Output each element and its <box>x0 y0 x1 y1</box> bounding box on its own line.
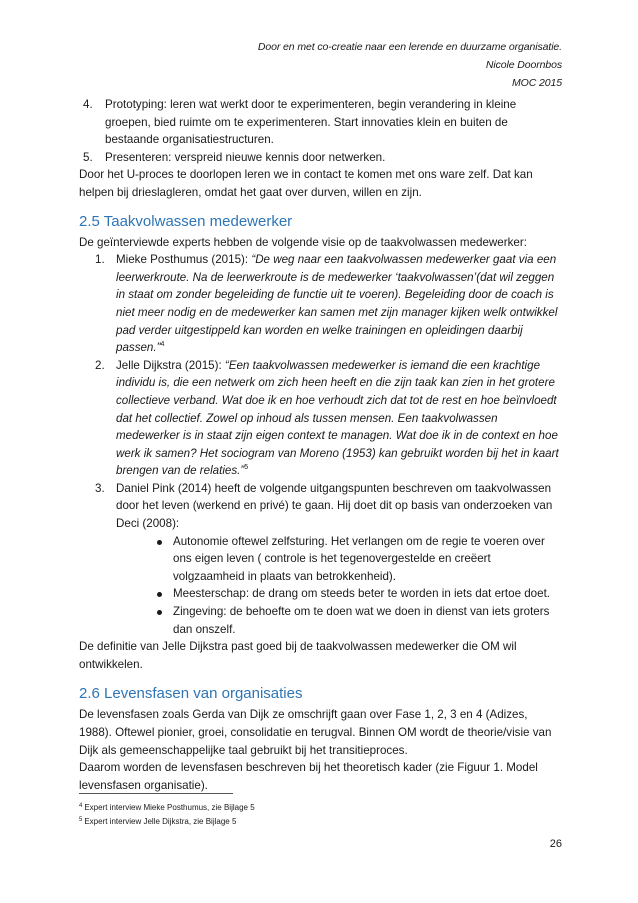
page-header <box>258 38 562 92</box>
list-item-text: Prototyping: leren wat werkt door te experimenteren, begin verandering in kleine groepen, bied ruimte om te experimenteren. Start innovaties klein en buiten de bestaande organisatiestructuren. <box>105 98 517 147</box>
bullet-icon <box>157 592 162 597</box>
pink-principles-list <box>79 533 563 639</box>
footnotes <box>79 800 255 828</box>
bullet-text: Zingeving: de behoefte om te doen wat we doen in dienst van iets groters dan onszelf. <box>173 605 550 636</box>
footnote-text: Expert interview Jelle Dijkstra, zie Bijlage 5 <box>84 817 237 826</box>
expert-quote: “De weg naar een taakvolwassen medewerker gaat via een leerwerkroute. Na de leerwerkroute is de medewerker ‘taakvolwassen’(dat wil zeggen in staat om zonder begeleiding de functie uit te voeren). Begeleiding door de coach is niet meer nodig en de medewerker kan samen met zijn manager kijken welk ontwikkel pad verder uitgestippeld kan worden en welke trainingen en opleidingen daarbij passen.” <box>116 253 558 355</box>
bullet-item <box>79 603 563 638</box>
footnote-divider <box>79 793 233 794</box>
header-author: Nicole Doornbos <box>485 59 562 71</box>
u-process-steps-list <box>79 96 563 166</box>
expert-quote: “Een taakvolwassen medewerker is iemand die een krachtige individu is, die een netwerk om zich heen heeft en die zijn taak kan zien in het grotere collectieve verband. Wat doe ik en hoe verhoudt zich dat tot de rest en hoe beïnvloedt dat het collectief. Zowel op inhoud als tussen mensen. Een taakvolwassen medewerker is in staat zijn eigen context te managen. Wat doe ik in de context en hoe werk ik samen? Het sociogram van Moreno (1953) kan gebruikt worden bij het in kaart brengen van de relaties.” <box>116 358 559 478</box>
list-item: 4. Prototyping: leren wat werkt door te experimenteren, begin verandering in kleine groepen, bied ruimte om te experimenteren. Start innovaties klein en buiten de bestaande organisatiestructuren. <box>83 98 517 147</box>
list-item: 2. Jelle Dijkstra (2015): “Een taakvolwassen medewerker is iemand die een krachtige individu is, die een netwerk om zich heen heeft en die zijn taak kan zien in het grotere collectieve verband. Wat doe ik en hoe verhoudt zich dat tot de rest en hoe beïnvloedt dat het collectief. Zowel op inhoud als tussen mensen. Een taakvolwassen medewerker is in staat zijn eigen context te managen. Wat doe ik in de context en hoe werk ik samen? Het sociogram van Moreno (1953) kan gebruikt worden bij het in kaart brengen van de relaties.”$^5$ <box>95 358 559 478</box>
section-heading-2-6: 2.6 Levensfasen van organisaties <box>79 685 303 703</box>
section-2-6-paragraph-2: Daarom worden de levensfasen beschreven bij het theoretisch kader (zie Figuur 1. Model levensfasen organisatie). <box>79 761 538 792</box>
page-body <box>79 96 563 794</box>
footnote-text: Expert interview Mieke Posthumus, zie Bijlage 5 <box>84 803 255 812</box>
bullet-icon <box>157 610 162 615</box>
expert-name: Jelle Dijkstra (2015): <box>116 358 225 372</box>
bullet-item <box>79 533 563 586</box>
header-title: Door en met co-creatie naar een lerende en duurzame organisatie. <box>257 41 562 53</box>
footnote-ref[interactable]: 5 <box>244 464 249 472</box>
u-process-paragraph: Door het U-proces te doorlopen leren we in contact te komen met ons ware zelf. Dat kan helpen bij drieslagleren, omdat het gaat over durven, willen en zijn. <box>79 168 533 199</box>
section-heading-2-5: 2.5 Taakvolwassen medewerker <box>79 212 293 230</box>
section-2-5-intro: De geïnterviewde experts hebben de volgende visie op de taakvolwassen medewerker: <box>79 235 527 249</box>
bullet-item <box>79 585 563 603</box>
section-2-5-closing: De definitie van Jelle Dijkstra past goed bij de taakvolwassen medewerker die OM wil ontwikkelen. <box>79 640 517 671</box>
expert-visions-list <box>79 251 563 533</box>
list-item: 1. Mieke Posthumus (2015): “De weg naar een taakvolwassen medewerker gaat via een leerwerkroute. Na de leerwerkroute is de medewerker ‘taakvolwassen’(dat wil zeggen in staat om zonder begeleiding de functie uit te voeren). Begeleiding door de coach is niet meer nodig en de medewerker kan samen met zijn manager kijken welk ontwikkel pad verder uitgestippeld kan worden en welke trainingen en opleidingen daarbij passen.”$^4$ <box>95 253 558 355</box>
header-course: MOC 2015 <box>512 77 562 89</box>
footnote-number: 4 <box>79 803 83 809</box>
list-item: 5. Presenteren: verspreid nieuwe kennis door netwerken. <box>83 150 386 164</box>
section-2-6-paragraph-1: De levensfasen zoals Gerda van Dijk ze omschrijft gaan over Fase 1, 2, 3 en 4 (Adizes, 1988). Oftewel pionier, groei, consolidatie en terugval. Binnen OM wordt de theorie/visie van Dijk als gemeenschappelijke taal gebruikt bij het transitieproces. <box>79 708 552 757</box>
footnote <box>79 800 255 814</box>
list-item: 3. Daniel Pink (2014) heeft de volgende uitgangspunten beschreven om taakvolwassen door het leven (werkend en privé) te gaan. Hij doet dit op basis van onderzoeken van Deci (2008): <box>95 481 553 531</box>
page-number: 26 <box>549 838 562 850</box>
footnote-number: 5 <box>79 817 83 823</box>
bullet-text: Autonomie oftewel zelfsturing. Het verlangen om de regie te voeren over ons eigen leven ( controle is het tegenovergestelde en creëert volgzaamheid in plaats van betrokkenheid). <box>173 534 545 583</box>
expert-name: Mieke Posthumus (2015): <box>116 253 252 267</box>
bullet-icon <box>157 540 162 545</box>
list-item-text: Presenteren: verspreid nieuwe kennis door netwerken. <box>105 150 386 164</box>
list-item-text: Daniel Pink (2014) heeft de volgende uitgangspunten beschreven om taakvolwassen door het leven (werkend en privé) te gaan. Hij doet dit op basis van onderzoeken van Deci (2008): <box>116 481 553 531</box>
bullet-text: Meesterschap: de drang om steeds beter te worden in iets dat ertoe doet. <box>173 587 551 601</box>
footnote-ref[interactable]: 4 <box>160 341 165 349</box>
footnote <box>79 814 255 828</box>
